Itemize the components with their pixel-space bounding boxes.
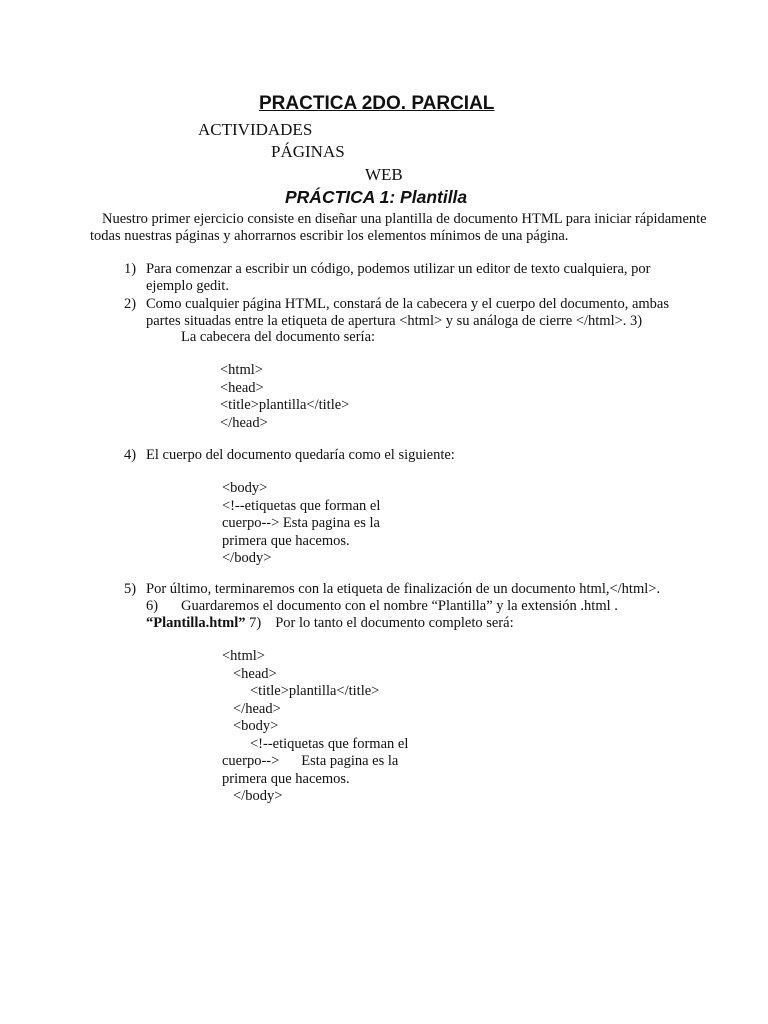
subtitle-paginas: PÁGINAS <box>271 142 345 161</box>
code-line: </head> <box>233 700 281 717</box>
step-6-line: Guardaremos el documento con el nombre “Plantilla” y la extensión .html . <box>181 598 618 614</box>
code-line: <body> <box>233 718 279 734</box>
code-full-block <box>222 648 408 806</box>
code-fragment: Esta pagina es la <box>301 753 399 769</box>
step-5-number: 5) <box>124 581 137 597</box>
step-1-line-2: ejemplo gedit. <box>146 278 229 294</box>
code-line: primera que hacemos. <box>222 770 350 787</box>
filename-bold: “Plantilla.html” <box>146 615 246 631</box>
step-2-number: 2) <box>124 296 137 312</box>
code-line: cuerpo--> Esta pagina es la <box>222 515 380 531</box>
intro-line-2: todas nuestras páginas y ahorrarnos escribir los elementos mínimos de una página. <box>90 228 569 244</box>
code-line: <!--etiquetas que forman el <box>222 497 381 514</box>
code-head-block <box>220 362 349 432</box>
step-1-number: 1) <box>124 261 137 277</box>
step-5-line: Por último, terminaremos con la etiqueta de finalización de un documento html,</html>. <box>146 581 661 597</box>
code-line: </body> <box>222 550 272 566</box>
subtitle-actividades: ACTIVIDADES <box>198 120 313 139</box>
step-7-text: Por lo tanto el documento completo será: <box>275 615 514 631</box>
step-6-number: 6) <box>146 598 159 614</box>
step-7-number: 7) <box>245 615 262 631</box>
code-line: </head> <box>220 414 268 431</box>
step-6-7-line <box>146 615 514 632</box>
code-line: <html> <box>220 362 263 378</box>
practice-heading: PRÁCTICA 1: Plantilla <box>285 187 468 207</box>
code-fragment: cuerpo--> <box>222 753 280 769</box>
step-3-line: La cabecera del documento sería: <box>181 329 376 345</box>
code-line: <!--etiquetas que forman el <box>250 735 409 752</box>
code-line: <title>plantilla</title> <box>250 683 380 699</box>
code-line: <title>plantilla</title> <box>220 397 350 413</box>
code-line: primera que hacemos. <box>222 532 350 549</box>
code-line <box>222 753 408 771</box>
code-body-block <box>222 480 380 568</box>
step-2-line-2: partes situadas entre la etiqueta de apertura <html> y su análoga de cierre </html>. 3) <box>146 313 643 329</box>
code-line: <html> <box>222 648 265 664</box>
step-1-line-1: Para comenzar a escribir un código, podemos utilizar un editor de texto cualquiera, por <box>146 261 651 277</box>
step-4-line: El cuerpo del documento quedaría como el siguiente: <box>146 447 455 463</box>
subtitle-web: WEB <box>365 165 403 184</box>
code-line: <head> <box>233 665 277 682</box>
code-line: </body> <box>233 788 283 804</box>
code-line: <head> <box>220 379 264 396</box>
intro-line-1: Nuestro primer ejercicio consiste en diseñar una plantilla de documento HTML para iniciar rápidamente <box>102 211 707 227</box>
step-2-line-1: Como cualquier página HTML, constará de la cabecera y el cuerpo del documento, ambas <box>146 296 669 312</box>
page-title: PRACTICA 2DO. PARCIAL <box>259 93 495 114</box>
step-4-number: 4) <box>124 447 137 463</box>
code-line: <body> <box>222 480 268 496</box>
